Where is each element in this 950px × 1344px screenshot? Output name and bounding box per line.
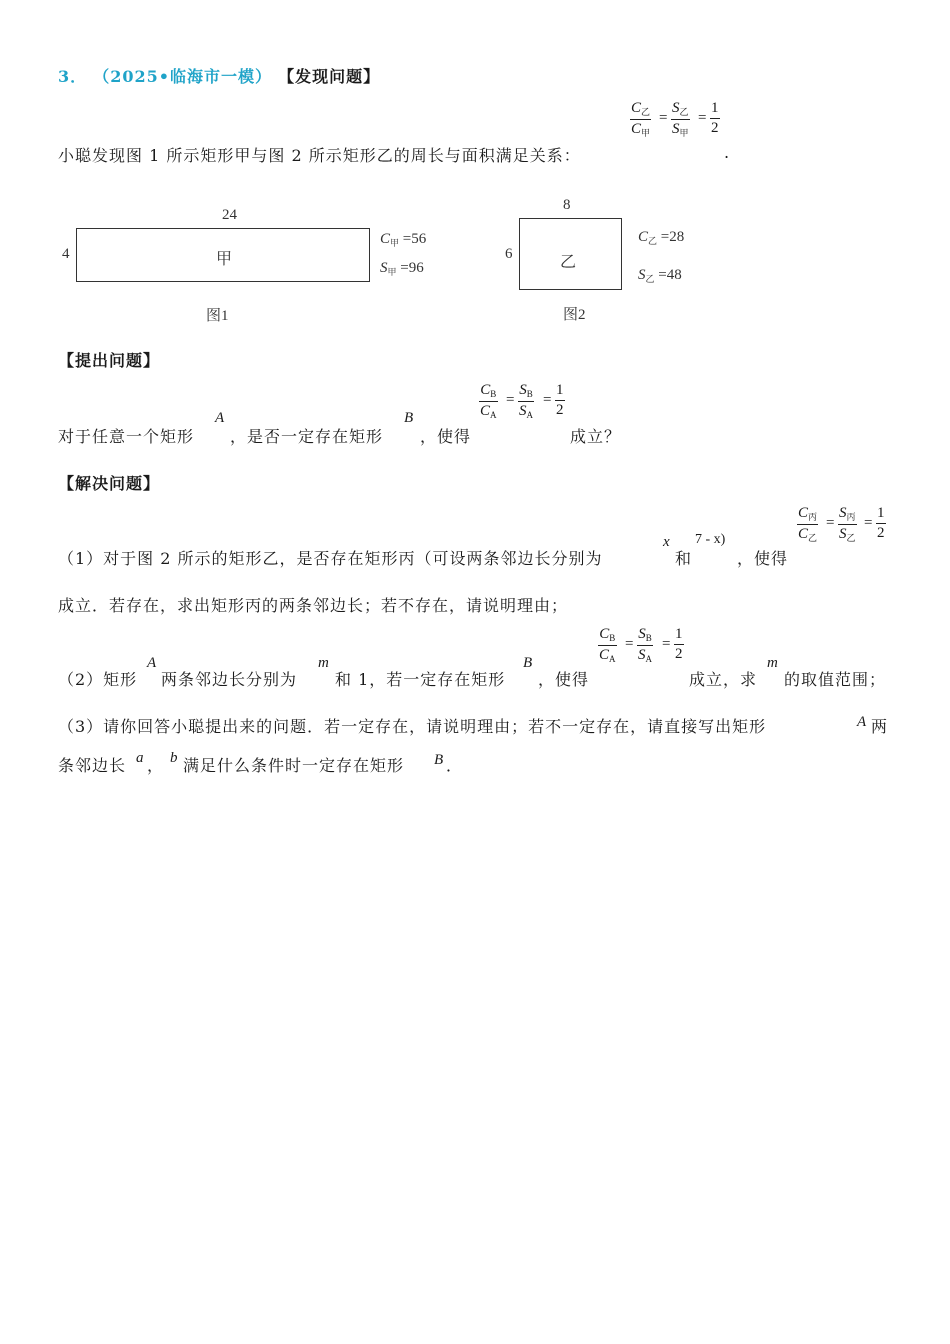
q1-text-b: ，使得 [737,549,789,568]
q2-frac-s: $\frac{S_B}{S_A}$ [638,626,652,664]
propose-text-c: ，使得 [420,427,472,446]
q3-line-1a: （3）请你回答小聪提出来的问题．若一定存在，请说明理由；若不一定存在，请直接写出矩形 [58,717,767,736]
q2-text-e: 成立，求 [689,670,758,689]
q2-text-c: 和 1，若一定存在矩形 [335,670,506,689]
var-b: B [404,410,414,426]
var-a-lower: a [136,750,144,766]
q2-text-f: 的取值范围； [784,670,887,689]
propose-frac-s: $\frac{S_B}{S_A}$ [519,382,533,420]
fig2-inner-label: 乙 [560,254,577,271]
var-m: m [767,655,778,671]
equals-sign: = [826,515,835,531]
equals-sign: = [698,110,707,126]
fig2-caption: 图2 [563,307,586,323]
q2-frac-half: $\frac{1}{2}$ [675,626,683,662]
fig2-s: $S_乙 =48$ [638,267,682,284]
propose-text-b: ，是否一定存在矩形 [230,427,384,446]
q3-line-2b: ， [147,756,165,775]
q2-text-a: （2）矩形 [58,670,138,689]
equals-sign: = [662,636,671,652]
frac-s: $S_乙$ $S_甲$ [672,100,689,138]
q3-line-2a: 条邻边长 [58,756,127,775]
var-b: B [523,655,533,671]
var-x: x [663,534,670,550]
problem-source: （2025•临海市一模） [93,67,272,86]
var-a: A [147,655,157,671]
var-b: B [434,752,444,768]
q2-text-b: 两条邻边长分别为 [161,670,298,689]
problem-number: 3． [58,67,88,86]
fig1-inner-label: 甲 [216,251,233,268]
fig1-top-label: 24 [222,207,237,223]
q2-text-d: ，使得 [538,670,590,689]
var-b-lower: b [170,750,178,766]
q1-frac-half: $\frac{1}{2}$ [877,505,885,541]
propose-frac-c: $\frac{C_B}{C_A}$ [480,382,497,420]
fig1-s: $S_甲 =96$ [380,260,424,277]
period: . [724,143,731,162]
fig2-c: $C_乙 =28$ [638,229,685,246]
q1-text-and: 和 [675,549,693,568]
q3-line-2d: ． [446,756,464,775]
propose-text-d: 成立？ [570,427,622,446]
section-propose: 【提出问题】 [58,351,161,370]
var-a: A [215,410,225,426]
propose-text-a: 对于任意一个矩形 [58,427,195,446]
section-solve: 【解决问题】 [58,474,161,493]
equals-sign: = [659,110,668,126]
fig1-caption: 图1 [206,308,229,324]
q3-line-2c: 满足什么条件时一定存在矩形 [183,756,405,775]
fig1-c: $C_甲 =56$ [380,231,427,248]
frac-half: $\frac{1}{2}$ [711,100,719,136]
var-a: A [857,714,867,730]
q1-text-a: （1）对于图 2 所示的矩形乙，是否存在矩形丙（可设两条邻边长分别为 [58,549,603,568]
frac-c: $C_乙$ $C_甲$ [631,100,651,138]
equals-sign: = [543,392,552,408]
propose-frac-half: $\frac{1}{2}$ [556,382,564,418]
problem-header [58,64,380,87]
equals-sign: = [506,392,515,408]
fig2-side-label: 6 [505,246,513,262]
q2-frac-c: $\frac{C_B}{C_A}$ [599,626,616,664]
q1-line-2: 成立．若存在，求出矩形丙的两条邻边长；若不存在，请说明理由； [58,596,569,615]
fig1-side-label: 4 [62,246,70,262]
q1-frac-c: $C_丙$ $C_乙$ [798,505,818,543]
q3-line-1b: 两 [871,717,889,736]
equals-sign: = [864,515,873,531]
section-discover: 【发现问题】 [278,67,381,86]
fig2-top-label: 8 [563,197,571,213]
q1-expr: 7 - x) [695,532,726,547]
equals-sign: = [625,636,634,652]
var-m: m [318,655,329,671]
q1-frac-s: $S_丙$ $S_乙$ [839,505,856,543]
discover-sentence: 小聪发现图 1 所示矩形甲与图 2 所示矩形乙的周长与面积满足关系： [58,146,581,165]
